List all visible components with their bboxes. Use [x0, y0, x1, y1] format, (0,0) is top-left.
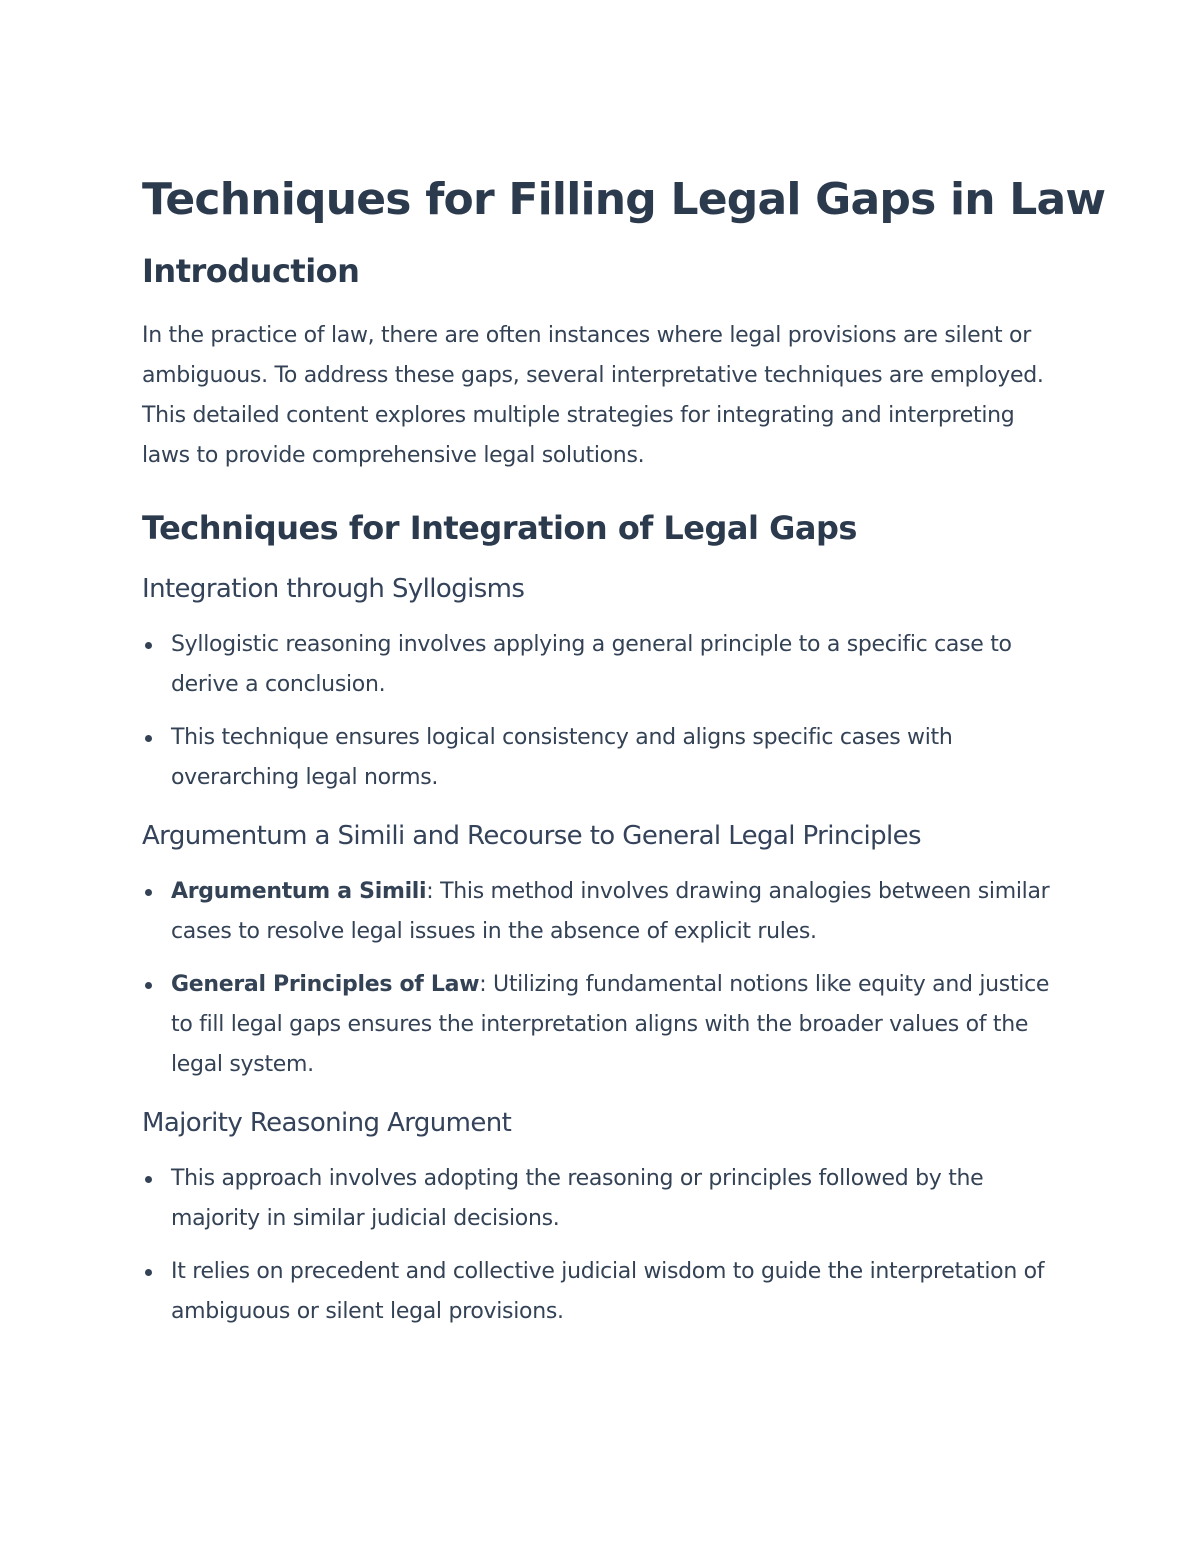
simili-heading: Argumentum a Simili and Recourse to General Legal Principles — [142, 821, 921, 851]
list-item: This technique ensures logical consistency and aligns specific cases with overarching legal norms. — [142, 718, 1062, 798]
list-item: This approach involves adopting the reasoning or principles followed by the majority in similar judicial decisions. — [142, 1159, 1062, 1239]
list-item-text: : This method involves drawing analogies between similar cases to resolve legal issues in the absence of explicit rules. — [171, 879, 1050, 944]
majority-list — [142, 1159, 1062, 1332]
list-item — [142, 965, 1062, 1085]
introduction-paragraph: In the practice of law, there are often instances where legal provisions are silent or ambiguous. To address these gaps, several interpretative techniques are employed. This detailed content explores multiple strategies for integrating and interpreting laws to provide comprehensive legal solutions. — [142, 323, 1044, 468]
list-item-text: : Utilizing fundamental notions like equity and justice to fill legal gaps ensures the interpretation aligns with the broader values of the legal system. — [171, 972, 1050, 1077]
syllogisms-heading: Integration through Syllogisms — [142, 574, 525, 604]
document-page — [142, 165, 1106, 1332]
majority-heading: Majority Reasoning Argument — [142, 1108, 512, 1138]
introduction-heading: Introduction — [142, 252, 360, 290]
list-item: Syllogistic reasoning involves applying a general principle to a specific case to derive a conclusion. — [142, 625, 1062, 705]
syllogisms-list — [142, 625, 1062, 798]
simili-list — [142, 872, 1062, 1085]
list-item-term: Argumentum a Simili — [171, 879, 427, 904]
list-item — [142, 872, 1062, 952]
document-title: Techniques for Filling Legal Gaps in Law — [142, 174, 1106, 225]
list-item-term: General Principles of Law — [171, 972, 480, 997]
techniques-heading: Techniques for Integration of Legal Gaps — [142, 509, 857, 547]
list-item: It relies on precedent and collective judicial wisdom to guide the interpretation of ambiguous or silent legal provisions. — [142, 1252, 1062, 1332]
